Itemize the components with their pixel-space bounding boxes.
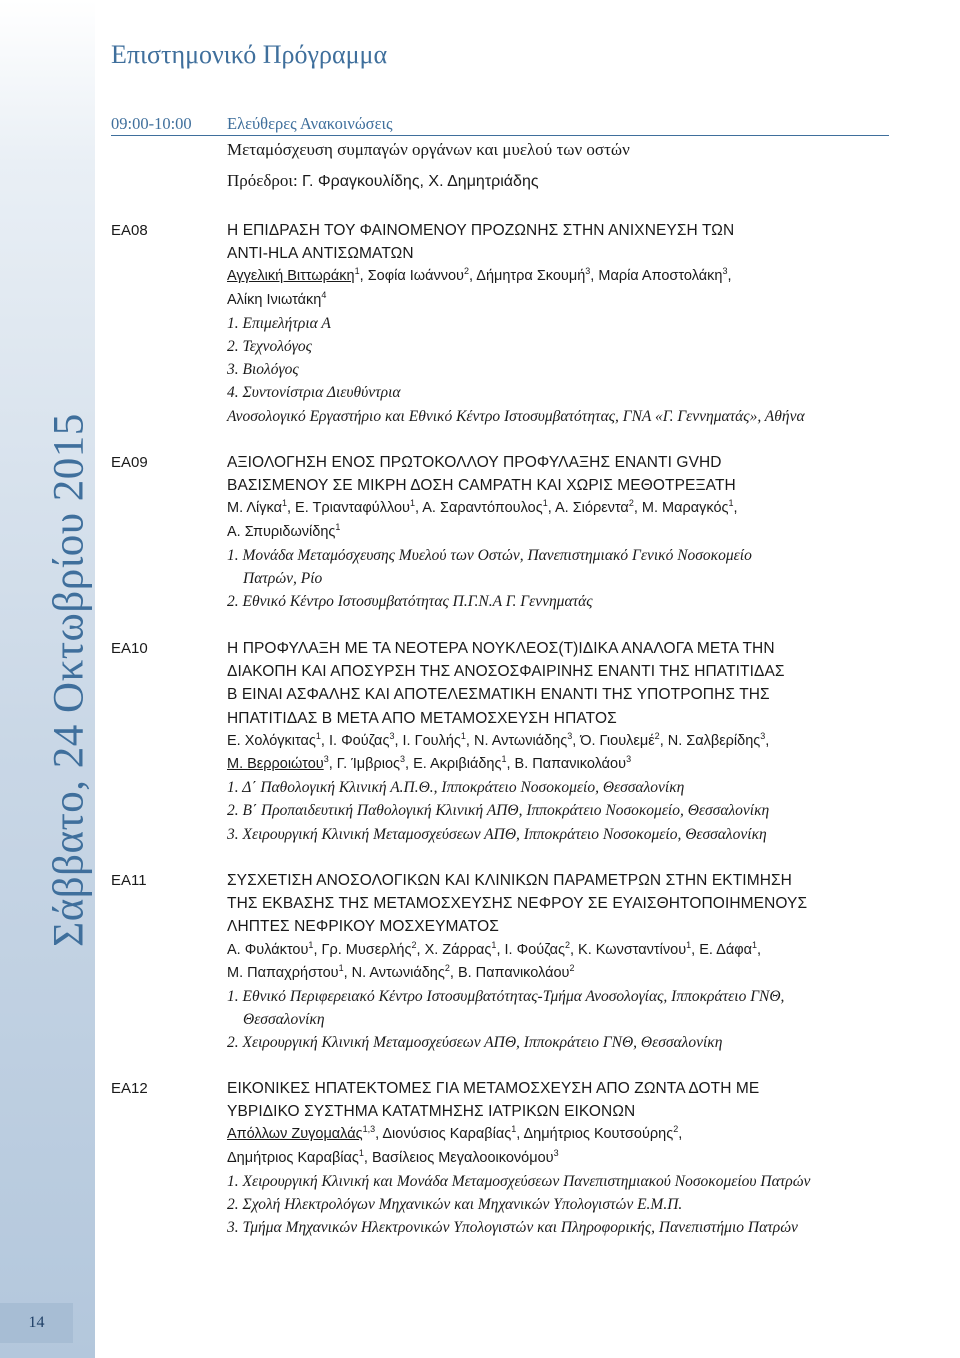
chairs-names: Γ. Φραγκουλίδης, Χ. Δημητριάδης	[301, 173, 539, 190]
author-affiliation-index: 4	[321, 289, 327, 300]
abstract-title-line: Η ΕΠΙΔΡΑΣΗ ΤΟΥ ΦΑΙΝΟΜΕΝΟΥ ΠΡΟΖΩΝΗΣ ΣΤΗΝ ΑΝΙΧΝΕΥΣΗ ΤΩΝ	[227, 222, 735, 239]
affiliation-line: 4. Συντονίστρια Διευθύντρια	[227, 384, 401, 402]
author-name: Ε. Ακριβιάδης	[413, 756, 502, 773]
author-name: Βασίλειος Μεγαλοοικονόμου	[371, 1149, 554, 1166]
abstract-title-line: ΔΙΑΚΟΠΗ ΚΑΙ ΑΠΟΣΥΡΣΗ ΤΗΣ ΑΝΟΣΟΣΦΑΙΡΙΝΗΣ ΕΝΑΝΤΙ ΤΗΣ ΗΠΑΤΙΤΙΔΑΣ	[227, 663, 785, 681]
author-name: Χ. Ζάρρας	[424, 941, 492, 958]
affiliation-line: 2. Χειρουργική Κλινική Μεταμοσχεύσεων ΑΠΘ, Ιπποκράτειο ΓΝΘ, Θεσσαλονίκη	[227, 1034, 723, 1052]
author-affiliation-index: 1	[354, 266, 360, 277]
abstract-code: ΕΑ09	[111, 454, 148, 471]
author-affiliation-index: 1	[460, 730, 466, 741]
abstract-title-line: Η ΠΡΟΦΥΛΑΞΗ ΜΕ ΤΑ ΝΕΟΤΕΡΑ ΝΟΥΚΛΕΟΣ(Τ)ΙΔΙΚΑ ΑΝΑΛΟΓΑ ΜΕΤΑ ΤΗΝ	[227, 640, 775, 657]
affiliation-line: 1. Επιμελήτρια Α	[227, 314, 331, 332]
session-time: 09:00-10:00	[111, 114, 192, 133]
author-affiliation-index: 2	[569, 962, 575, 973]
author-affiliation-index: 1	[315, 730, 321, 741]
author-name: Γ. Ίμβριος	[336, 756, 400, 773]
author-name: Μ. Μαραγκός	[641, 500, 729, 517]
author-name: Β. Παπανικολάου	[514, 756, 627, 773]
abstract-entry	[227, 637, 927, 846]
author-affiliation-index: 1	[542, 498, 548, 509]
abstract-title-line: ΕΙΚΟΝΙΚΕΣ ΗΠΑΤΕΚΤΟΜΕΣ ΓΙΑ ΜΕΤΑΜΟΣΧΕΥΣΗ ΑΠΟ ΖΩΝΤΑ ΔΟΤΗ ΜΕ	[227, 1080, 760, 1097]
author-affiliation-index: 3	[626, 754, 632, 765]
abstract-title-line: ΥΒΡΙΔΙΚΟ ΣΥΣΤΗΜΑ ΚΑΤΑΤΜΗΣΗΣ ΙΑΤΡΙΚΩΝ ΕΙΚΟΝΩΝ	[227, 1103, 636, 1121]
abstract-title-line: ΣΥΣΧΕΤΙΣΗ ΑΝΟΣΟΛΟΓΙΚΩΝ ΚΑΙ ΚΛΙΝΙΚΩΝ ΠΑΡΑΜΕΤΡΩΝ ΣΤΗΝ ΕΚΤΙΜΗΣΗ	[227, 872, 792, 889]
author-name: Α. Σπυριδωνίδης	[227, 523, 336, 540]
author-affiliation-index: 3	[389, 730, 395, 741]
author-name: Σοφία Ιωάννου	[367, 268, 464, 285]
author-name: Ε. Χολόγκιτας	[227, 732, 316, 749]
abstract-code: ΕΑ11	[111, 872, 147, 889]
author-affiliation-index: 3	[722, 266, 728, 277]
affiliation-line: 3. Χειρουργική Κλινική Μεταμοσχεύσεων ΑΠΘ, Ιπποκράτειο Νοσοκομείο, Θεσσαλονίκη	[227, 825, 767, 843]
abstract-title-line: ΑΞΙΟΛΟΓΗΣΗ ΕΝΟΣ ΠΡΩΤΟΚΟΛΛΟΥ ΠΡΟΦΥΛΑΞΗΣ ΕΝΑΝΤΙ GVHD	[227, 454, 722, 471]
abstract-entry	[227, 451, 927, 613]
affiliation-line: 3. Βιολόγος	[227, 361, 299, 379]
author-name: Μ. Λίγκα	[227, 500, 282, 517]
author-name: Ε. Τριανταφύλλου	[295, 500, 410, 517]
author-affiliation-index: 3	[585, 266, 591, 277]
affiliation-line: 1. Δ΄ Παθολογική Κλινική Α.Π.Θ., Ιπποκράτειο Νοσοκομείο, Θεσσαλονίκη	[227, 779, 685, 797]
author-affiliation-index: 1	[281, 498, 287, 509]
affiliation-line: 2. Τεχνολόγος	[227, 338, 312, 356]
author-name: Αγγελική Βιττωράκη	[227, 268, 355, 285]
author-name: Ν. Αντωνιάδης	[473, 732, 568, 749]
author-affiliation-index: 1	[409, 498, 415, 509]
author-name: Ε. Δάφα	[699, 941, 752, 958]
affiliation-line: 2. Εθνικό Κέντρο Ιστοσυμβατότητας Π.Γ.Ν.Α Γ. Γεννηματάς	[227, 593, 593, 611]
abstract-title-line: ANTI-HLA ΑΝΤΙΣΩΜΑΤΩΝ	[227, 245, 414, 263]
author-affiliation-index: 3	[760, 730, 766, 741]
author-affiliation-index: 3	[323, 754, 329, 765]
abstract-entry	[227, 219, 927, 428]
author-affiliation-index: 2	[628, 498, 634, 509]
affiliation-line: Ανοσολογικό Εργαστήριο και Εθνικό Κέντρο Ιστοσυμβατότητας, ΓΝΑ «Γ. Γεννηματάς», Αθήνα	[227, 407, 805, 425]
authors-line	[227, 521, 927, 544]
abstract-title-line: ΗΠΑΤΙΤΙΔΑΣ Β ΜΕΤΑ ΑΠΟ ΜΕΤΑΜΟΣΧΕΥΣΗ ΗΠΑΤΟΣ	[227, 709, 617, 727]
author-name: Ό. Γιουλεμέ	[580, 732, 655, 749]
author-name: Αλίκη Ινιωτάκη	[227, 291, 322, 308]
author-affiliation-index: 1	[338, 962, 344, 973]
author-name: Α. Φυλάκτου	[227, 941, 309, 958]
author-name: Δημήτριος Κουτσούρης	[523, 1126, 674, 1143]
abstract-title-line: Β ΕΙΝΑΙ ΑΣΦΑΛΗΣ ΚΑΙ ΑΠΟΤΕΛΕΣΜΑΤΙΚΗ ΕΝΑΝΤΙ ΤΗΣ ΥΠΟΤΡΟΠΗΣ ΤΗΣ	[227, 686, 770, 704]
author-name: Β. Παπανικολάου	[457, 964, 570, 981]
author-name: Α. Σιόρεντα	[554, 500, 629, 517]
abstract-entry	[227, 869, 927, 1055]
author-name: Ι. Φούζας	[328, 732, 390, 749]
affiliation-line: 2. Σχολή Ηλεκτρολόγων Μηχανικών και Μηχανικών Υπολογιστών Ε.Μ.Π.	[227, 1196, 683, 1214]
abstract-title-line: ΤΗΣ ΕΚΒΑΣΗΣ ΤΗΣ ΜΕΤΑΜΟΣΧΕΥΣΗΣ ΝΕΦΡΟΥ ΣΕ ΕΥΑΙΣΘΗΤΟΠΟΙΗΜΕΝΟΥΣ	[227, 895, 808, 913]
session-title: Μεταμόσχευση συμπαγών οργάνων και μυελού των οστών	[227, 140, 630, 159]
author-affiliation-index: 1	[501, 754, 507, 765]
author-name: Απόλλων Ζυγομαλάς	[227, 1126, 363, 1143]
author-name: Γρ. Μυσερλής	[321, 941, 412, 958]
author-affiliation-index: 2	[564, 939, 570, 950]
affiliation-line: Θεσσαλονίκη	[243, 1011, 325, 1029]
authors-line: Μ. Βερροιώτου$^3$, Γ. Ίμβριος$^3$, Ε. Ακριβιάδης$^1$, Β. Παπανικολάου$^3$	[227, 754, 632, 773]
page-title: Επιστημονικό Πρόγραμμα	[111, 40, 388, 69]
author-affiliation-index: 1,3	[362, 1124, 376, 1135]
authors-line: Μ. Παπαχρήστου$^1$, Ν. Αντωνιάδης$^2$, Β. Παπανικολάου$^2$	[227, 962, 575, 981]
author-name: Α. Σαραντόπουλος	[422, 500, 543, 517]
author-affiliation-index: 1	[308, 939, 314, 950]
affiliation-line: Πατρών, Ρίο	[243, 570, 323, 588]
abstract-title-line: ΒΑΣΙΣΜΕΝΟΥ ΣΕ ΜΙΚΡΗ ΔΟΣΗ CAMPATH ΚΑΙ ΧΩΡΙΣ ΜΕΘΟΤΡΕΞΑΤΗ	[227, 477, 736, 495]
author-affiliation-index: 2	[654, 730, 660, 741]
session-chairs	[227, 171, 539, 191]
author-affiliation-index: 2	[463, 266, 469, 277]
authors-line: Α. Φυλάκτου$^1$, Γρ. Μυσερλής$^2$, Χ. Ζάρρας$^1$, Ι. Φούζας$^2$, Κ. Κωνσταντίνου$^1$, Ε. Δάφα$^1$,	[227, 939, 762, 958]
authors-line: Αγγελική Βιττωράκη$^1$, Σοφία Ιωάννου$^2$, Δήμητρα Σκουμή$^3$, Μαρία Αποστολάκη$^3$,	[227, 266, 732, 285]
author-name: Δημήτριος Καραβίας	[227, 1149, 359, 1166]
author-name: Ν. Αντωνιάδης	[351, 964, 445, 981]
author-affiliation-index: 1	[491, 939, 497, 950]
session-type: Ελεύθερες Ανακοινώσεις	[227, 114, 393, 133]
authors-line	[227, 289, 927, 312]
author-name: Μ. Βερροιώτου	[227, 756, 324, 773]
sidebar	[0, 0, 95, 1358]
author-name: Δήμητρα Σκουμή	[476, 268, 586, 285]
author-affiliation-index: 3	[400, 754, 406, 765]
author-affiliation-index: 2	[444, 962, 450, 973]
author-name: Διονύσιος Καραβίας	[382, 1126, 512, 1143]
authors-line: Μ. Λίγκα$^1$, Ε. Τριανταφύλλου$^1$, Α. Σαραντόπουλος$^1$, Α. Σιόρεντα$^2$, Μ. Μαραγκός$^1$,	[227, 498, 738, 517]
author-name: Μ. Παπαχρήστου	[227, 964, 339, 981]
author-affiliation-index: 2	[411, 939, 417, 950]
affiliation-line: 1. Μονάδα Μεταμόσχευσης Μυελού των Οστών, Πανεπιστημιακό Γενικό Νοσοκομείο	[227, 546, 752, 564]
author-name: Ι. Γουλής	[402, 732, 461, 749]
author-affiliation-index: 1	[752, 939, 758, 950]
author-name: Ν. Σαλβερίδης	[667, 732, 761, 749]
author-affiliation-index: 1	[728, 498, 734, 509]
abstract-code: ΕΑ08	[111, 222, 148, 239]
author-affiliation-index: 2	[673, 1124, 679, 1135]
chairs-label: Πρόεδροι:	[227, 171, 298, 190]
author-affiliation-index: 1	[511, 1124, 517, 1135]
author-affiliation-index: 1	[335, 521, 341, 532]
authors-line: Απόλλων Ζυγομαλάς$^{1,3}$, Διονύσιος Καραβίας$^1$, Δημήτριος Κουτσούρης$^2$,	[227, 1124, 683, 1143]
affiliation-line: 1. Εθνικό Περιφερειακό Κέντρο Ιστοσυμβατότητας-Τμήμα Ανοσολογίας, Ιπποκράτειο ΓΝΘ,	[227, 988, 785, 1006]
affiliation-line: 2. Β΄ Προπαιδευτική Παθολογική Κλινική ΑΠΘ, Ιπποκράτειο Νοσοκομείο, Θεσσαλονίκη	[227, 802, 770, 820]
author-affiliation-index: 3	[567, 730, 573, 741]
author-name: Κ. Κωνσταντίνου	[578, 941, 687, 958]
vertical-date-title: Σάββατο, 24 Οκτωβρίου 2015	[45, 413, 93, 947]
abstract-code: ΕΑ12	[111, 1080, 148, 1097]
session-header	[111, 114, 889, 136]
author-name: Μαρία Αποστολάκη	[598, 268, 723, 285]
author-affiliation-index: 1	[686, 939, 692, 950]
affiliation-line: 3. Τμήμα Μηχανικών Ηλεκτρονικών Υπολογιστών και Πληροφορικής, Πανεπιστήμιο Πατρών	[227, 1219, 798, 1237]
abstract-title-line: ΛΗΠΤΕΣ ΝΕΦΡΙΚΟΥ ΜΟΣΧΕΥΜΑΤΟΣ	[227, 918, 499, 936]
page-number: 14	[0, 1303, 73, 1343]
authors-line: Δημήτριος Καραβίας$^1$, Βασίλειος Μεγαλοοικονόμου$^3$	[227, 1147, 559, 1166]
abstract-entry	[227, 1077, 927, 1239]
authors-line: Ε. Χολόγκιτας$^1$, Ι. Φούζας$^3$, Ι. Γουλής$^1$, Ν. Αντωνιάδης$^3$, Ό. Γιουλεμέ$^2$, Ν. Σαλβερίδης$^3$,	[227, 730, 770, 749]
affiliation-line: 1. Χειρουργική Κλινική και Μονάδα Μεταμοσχεύσεων Πανεπιστημιακού Νοσοκομείου Πατρών	[227, 1172, 811, 1190]
author-name: Ι. Φούζας	[504, 941, 565, 958]
author-affiliation-index: 1	[358, 1147, 364, 1158]
abstract-code: ΕΑ10	[111, 640, 148, 657]
author-affiliation-index: 3	[553, 1147, 559, 1158]
